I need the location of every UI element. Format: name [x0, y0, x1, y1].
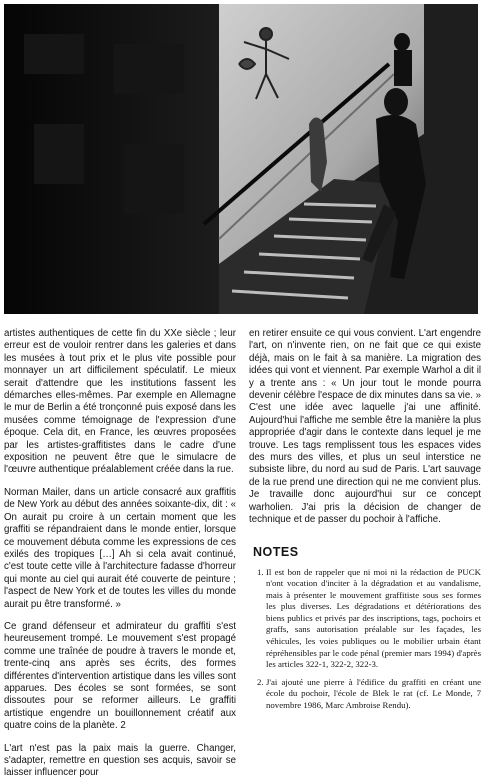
note-number: 2.: [257, 676, 264, 687]
photo-image: [4, 4, 478, 314]
notes-heading: NOTES: [253, 544, 299, 559]
note-text: Il est bon de rappeler que ni moi ni la rédaction de PUCK n'ont vocation d'inciter à la dégradation et au vandalisme, mais à présenter le mouvement graffitiste sous ses formes les plus diverses. Les dégradations et détériorations des biens publics et privés par des inscriptions, tags, pochoirs et graffs, sans autorisation préalable sur les façades, les véhicules, les voies publiques ou le mobilier urbain étant répréhensibles par le code pénal (premier mars 1994) d'après les articles 322-1, 322-2, 322-3.: [266, 566, 481, 670]
right-column: [249, 328, 481, 718]
note-item: [257, 677, 481, 712]
left-column: [4, 328, 236, 780]
photo-stairway-graffiti: [4, 4, 478, 314]
paragraph-warhol: en retirer ensuite ce qui vous convient. L'art engendre l'art, on n'invente rien, on ne fait que ce qui existe déjà, mais on le fait à sa manière. La migration des idées qui vont et viennent. Par exemple Warhol a dit il y a trente ans : « Un jour tout le monde pourra devenir célèbre l'espace de dix minutes dans sa vie. » C'est une idée avec laquelle j'ai une affinité. Aujourd'hui l'affiche me semble être la manière la plus appropriée d'agir dans le contexte dans lequel je me trouve. Les tags remplissent tous les espaces vides des murs des villes, et plus un seul interstice ne subsiste libre, du nord au sud de Paris. L'art sauvage de la rue prend une direction qui ne me convient plus. Je travaille donc aujourd'hui sur ce concept warholien. J'ai pris la décision de changer de technique et de passer du pochoir à l'affiche.: [249, 328, 481, 526]
person-top-right: [394, 33, 412, 86]
paragraph-berlin: artistes authentiques de cette fin du XXe siècle ; leur erreur est de vouloir rentrer dans les galeries et dans les musées à tout prix et le plus vite possible pour monnayer un art difficilement spéculatif. Le mieux serait d'attendre que les institutions fassent les démarches elles-mêmes. Par exemple en Allemagne le mur de Berlin a été tronçonné puis exposé dans les musées comme témoignage de l'expression d'une époque. Cela dit, en France, les œuvres proposées par les artistes-graffitistes dans le cadre d'une exposition ne peuvent être que le simulacre de l'œuvre authentique préalablement créée dans la rue.: [4, 328, 236, 476]
note-item: [257, 567, 481, 671]
note-text: J'ai ajouté une pierre à l'édifice du graffiti en créant une école du pochoir, l'école de Blek le rat (cf. Le Monde, 7 novembre 1986, Marc Ambroise Rendu).: [266, 676, 481, 711]
paragraph-norman-mailer: Norman Mailer, dans un article consacré aux graffitis de New York au début des années soixante-dix, dit : « On aurait pu croire à un certain moment que les graffiti se répandraient dans le monde entier, lorsque ce mouvement débuta comme les expressions de ces exilés des tropiques […] Ah si cela avait continué, c'est toute cette ville à l'architecture fadasse d'horreur qui monte au ciel qui aurait été couverte de peinture ; l'aspect de New York et de toutes les villes du monde aurait pu être transformé. »: [4, 486, 236, 610]
note-number: 1.: [257, 566, 264, 577]
paragraph-graffiti-spread: Ce grand défenseur et admirateur du graffiti s'est heureusement trompé. Le mouvement s'est propagé comme une traînée de poudre à travers le monde et, trente-cinq ans après ses écrits, des formes différentes d'intervention artistique dans les villes sont apparues. Des écoles se sont formées, se sont dissoutes pour se reformer ailleurs. Le graffiti artistique engendre un bouillonnement créatif aux quatre coins de la planète. 2: [4, 620, 236, 732]
paragraph-art-war: L'art n'est pas la paix mais la guerre. Changer, s'adapter, remettre en question ses acquis, savoir se laisser influencer pour: [4, 742, 236, 779]
